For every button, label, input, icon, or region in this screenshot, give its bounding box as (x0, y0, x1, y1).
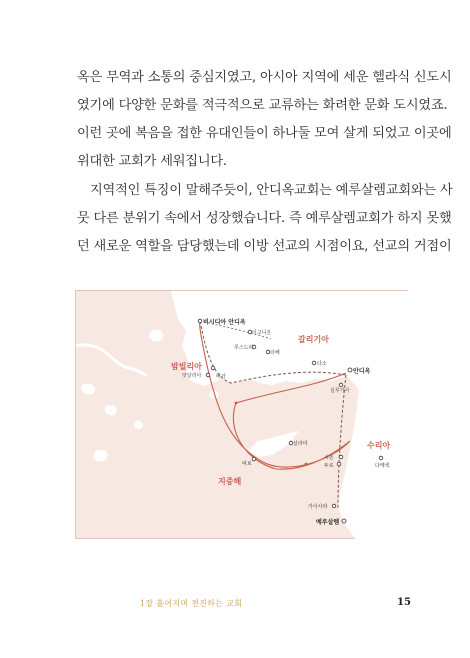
coast-left (76, 345, 146, 376)
marker-caesarea (332, 504, 336, 508)
marker-pisidian-antioch (198, 319, 202, 323)
label-antioch: 안디옥 (353, 368, 371, 375)
marker-sidon (339, 455, 343, 459)
route-arrow-dot (235, 402, 238, 405)
map-svg (76, 291, 409, 540)
label-sidon: 시돈 (324, 455, 334, 461)
label-jerusalem: 예루살렘 (316, 519, 340, 526)
region-galatia: 갈리기아 (298, 335, 329, 344)
label-lystra: 루스드라 (234, 345, 254, 351)
text-line: 였기에 다양한 문화를 적극적으로 교류하는 화려한 문화 도시였죠. (77, 98, 448, 113)
body-paragraph-1 (77, 64, 452, 176)
marker-tyre (337, 462, 341, 466)
label-iconium: 이고니온 (252, 330, 272, 336)
mission-journey-map (75, 290, 408, 539)
marker-jerusalem (342, 519, 346, 523)
region-pamphylia: 밤빌리아 (171, 362, 202, 371)
page-footer (0, 598, 470, 612)
marker-paphos (252, 457, 256, 461)
label-perga: 버가 (216, 374, 226, 380)
route-arrow-dot (305, 463, 308, 466)
label-tyre: 두로 (324, 463, 334, 469)
label-seleucia: 실루기아 (330, 388, 350, 394)
text-line: 위대한 교회가 세워집니다. (77, 154, 227, 169)
island-4 (94, 450, 108, 461)
island-2 (105, 405, 117, 415)
marker-tarsus (312, 361, 316, 365)
text-line: 뭇 다른 분위기 속에서 성장했습니다. 즉 예루살렘교회가 하지 못했 (77, 211, 452, 226)
text-line: 이런 곳에 복음을 접한 유대인들이 하나둘 모여 살게 되었고 이곳에 (77, 126, 452, 141)
label-derbe: 더베 (270, 350, 280, 356)
label-attalia: 앗달리아 (182, 373, 202, 379)
label-caesarea: 가이사랴 (308, 504, 328, 510)
marker-antioch (348, 368, 352, 372)
chapter-running-title: 1장 흩어지며 전진하는 교회 (140, 599, 243, 608)
text-line: 던 새로운 역할을 담당했는데 이방 선교의 시점이요, 선교의 거점이 (77, 239, 452, 254)
marker-damascus (379, 456, 383, 460)
region-sea: 지중해 (218, 477, 242, 486)
label-tarsus: 다소 (317, 361, 327, 367)
region-syria: 수리아 (367, 441, 391, 450)
label-salamis: 살라미 (293, 441, 308, 447)
label-pisidian-antioch: 비시디아 안디옥 (203, 319, 246, 326)
label-paphos: 바보 (242, 461, 252, 467)
text-line: 지역적인 특징이 말해주듯이, 안디옥교회는 예루살렘교회와는 사 (90, 183, 453, 198)
text-line: 옥은 무역과 소통의 중심지였고, 아시아 지역에 세운 헬라식 신도시 (77, 70, 452, 85)
body-paragraph-2 (77, 177, 453, 261)
page-number: 15 (397, 597, 411, 608)
marker-seleucia (339, 383, 343, 387)
island-1 (81, 384, 95, 395)
marker-perga (211, 366, 215, 370)
island-3 (134, 421, 143, 429)
marker-attalia (206, 373, 210, 377)
label-damascus: 다메섹 (375, 463, 390, 469)
island-5 (149, 330, 163, 341)
